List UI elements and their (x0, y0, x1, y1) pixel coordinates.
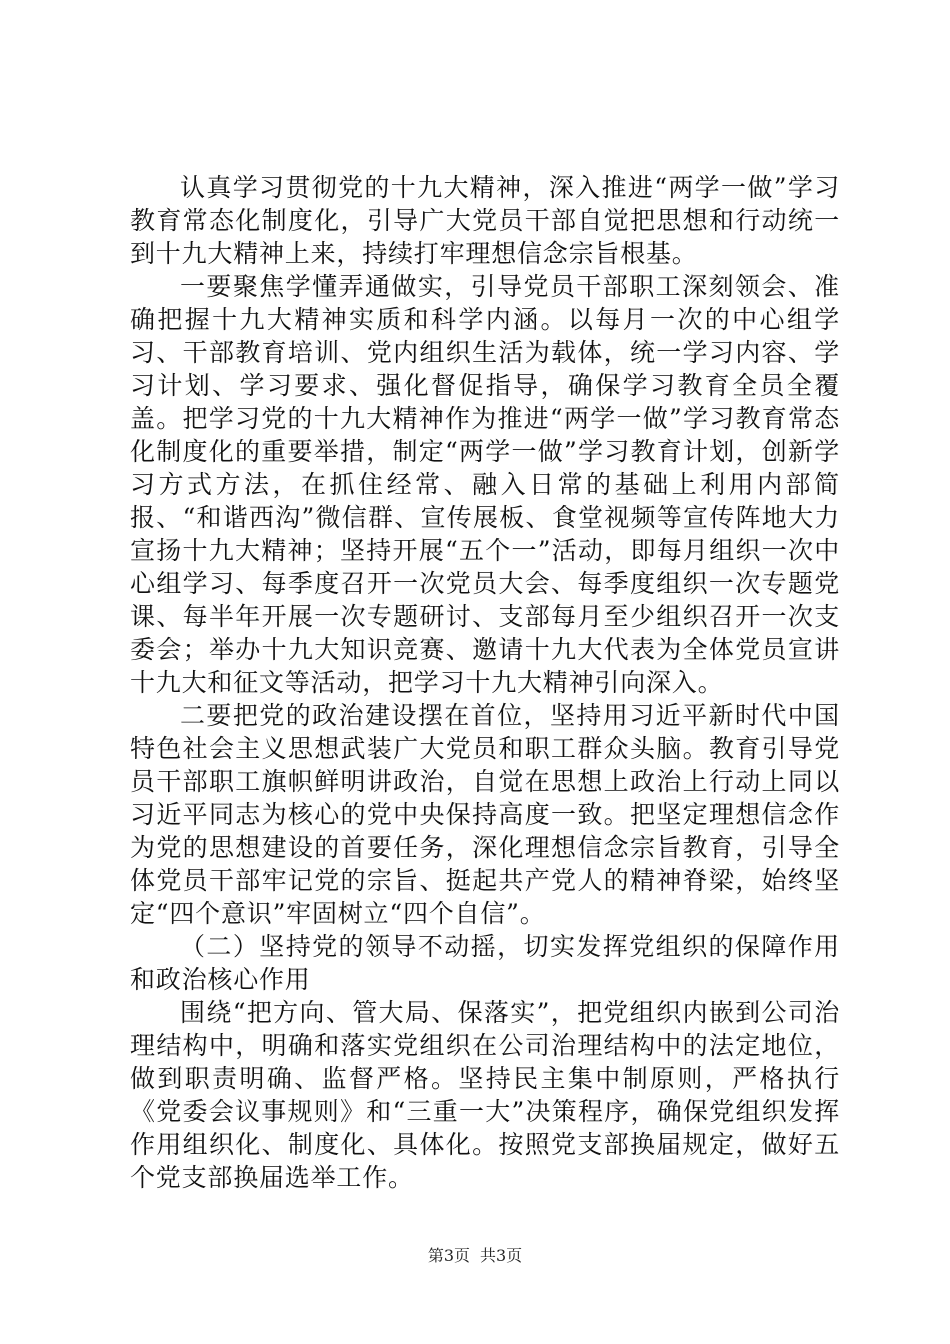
page-total: 共3页 (480, 1246, 523, 1265)
paragraph-intro: 认真学习贯彻党的十九大精神，深入推进“两学一做”学习教育常态化制度化，引导广大党员干部自觉把思想和行动统一到十九大精神上来，持续打牢理想信念宗旨根基。 (130, 173, 840, 268)
paragraph-point-two: 二要把党的政治建设摆在首位，坚持用习近平新时代中国特色社会主义思想武装广大党员和职工群众头脑。教育引导党员干部职工旗帜鲜明讲政治，自觉在思想上政治上行动上同以习近平同志为核心的党中央保持高度一致。把坚定理想信念作为党的思想建设的首要任务，深化理想信念宗旨教育，引导全体党员干部牢记党的宗旨、挺起共产党人的精神脊梁，始终坚定“四个意识”牢固树立“四个自信”。 (130, 701, 840, 928)
paragraph-section-two: 围绕“把方向、管大局、保落实”，把党组织内嵌到公司治理结构中，明确和落实党组织在公司治理结构中的法定地位，做到职责明确、监督严格。坚持民主集中制原则，严格执行《党委会议事规则》和“三重一大”决策程序，确保党组织发挥作用组织化、制度化、具体化。按照党支部换届规定，做好五个党支部换届选举工作。 (130, 998, 840, 1192)
document-body (130, 171, 840, 1194)
section-heading-two: （二）坚持党的领导不动摇，切实发挥党组织的保障作用和政治核心作用 (130, 932, 840, 994)
paragraph-point-one: 一要聚焦学懂弄通做实，引导党员干部职工深刻领会、准确把握十九大精神实质和科学内涵。以每月一次的中心组学习、干部教育培训、党内组织生活为载体，统一学习内容、学习计划、学习要求、强化督促指导，确保学习教育全员全覆盖。把学习党的十九大精神作为推进“两学一做”学习教育常态化制度化的重要举措，制定“两学一做”学习教育计划，创新学习方式方法，在抓住经常、融入日常的基础上利用内部简报、“和谐西沟”微信群、宣传展板、食堂视频等宣传阵地大力宣扬十九大精神；坚持开展“五个一”活动，即每月组织一次中心组学习、每季度召开一次党员大会、每季度组织一次专题党课、每半年开展一次专题研讨、支部每月至少组织召开一次支委会；举办十九大知识竞赛、邀请十九大代表为全体党员宣讲十九大和征文等活动，把学习十九大精神引向深入。 (130, 272, 840, 697)
page-footer (0, 1246, 950, 1266)
page-number: 第3页 (427, 1246, 470, 1265)
